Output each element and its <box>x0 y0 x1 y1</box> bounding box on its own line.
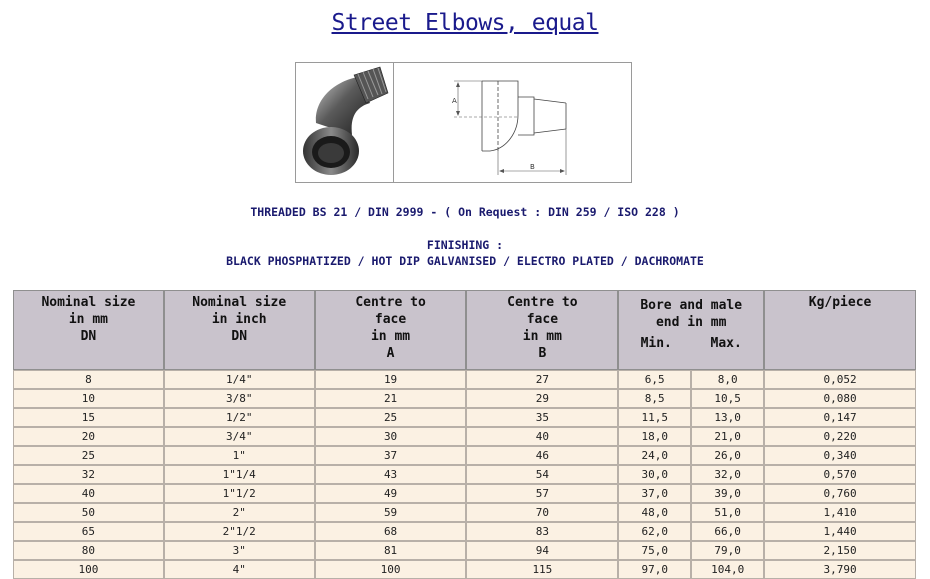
cell-centre-a: 59 <box>315 503 467 522</box>
cell-weight: 0,147 <box>764 408 916 427</box>
cell-centre-a: 43 <box>315 465 467 484</box>
street-elbow-photo <box>296 63 394 182</box>
dimension-a-label: A <box>452 97 457 105</box>
page-title: Street Elbows, equal <box>331 10 599 36</box>
table-header-row <box>13 290 916 370</box>
cell-centre-a: 81 <box>315 541 467 560</box>
cell-dn-inch: 3/4" <box>164 427 315 446</box>
technical-drawing <box>394 63 631 182</box>
table-row <box>13 370 916 389</box>
cell-weight: 2,150 <box>764 541 916 560</box>
cell-weight: 1,410 <box>764 503 916 522</box>
cell-centre-b: 57 <box>466 484 618 503</box>
table-row <box>13 465 916 484</box>
table-row <box>13 560 916 579</box>
cell-centre-b: 29 <box>466 389 618 408</box>
product-figure <box>295 62 632 183</box>
cell-bore-min: 97,0 <box>618 560 691 579</box>
cell-dn-mm: 32 <box>13 465 164 484</box>
cell-bore-max: 26,0 <box>691 446 764 465</box>
cell-bore-max: 8,0 <box>691 370 764 389</box>
cell-bore-min: 18,0 <box>618 427 691 446</box>
header-nominal-mm: Nominal size in mm DN <box>13 290 164 370</box>
cell-centre-a: 25 <box>315 408 467 427</box>
cell-centre-b: 94 <box>466 541 618 560</box>
cell-bore-min: 37,0 <box>618 484 691 503</box>
cell-weight: 3,790 <box>764 560 916 579</box>
cell-bore-min: 48,0 <box>618 503 691 522</box>
cell-bore-min: 8,5 <box>618 389 691 408</box>
cell-weight: 0,570 <box>764 465 916 484</box>
table-row <box>13 427 916 446</box>
cell-dn-mm: 100 <box>13 560 164 579</box>
cell-dn-inch: 3/8" <box>164 389 315 408</box>
table-row <box>13 484 916 503</box>
dimension-b-label: B <box>530 163 535 171</box>
cell-centre-a: 100 <box>315 560 467 579</box>
header-bore: Bore and male end in mm Min. Max. <box>618 290 764 370</box>
threaded-standard: THREADED BS 21 / DIN 2999 - ( On Request : DIN 259 / ISO 228 ) <box>250 205 680 219</box>
cell-centre-a: 37 <box>315 446 467 465</box>
table-row <box>13 503 916 522</box>
cell-centre-b: 35 <box>466 408 618 427</box>
cell-dn-mm: 15 <box>13 408 164 427</box>
cell-dn-mm: 65 <box>13 522 164 541</box>
finishing-options: BLACK PHOSPHATIZED / HOT DIP GALVANISED / ELECTRO PLATED / DACHROMATE <box>226 254 704 268</box>
cell-dn-inch: 1/4" <box>164 370 315 389</box>
cell-centre-b: 54 <box>466 465 618 484</box>
table-row <box>13 408 916 427</box>
cell-bore-max: 79,0 <box>691 541 764 560</box>
cell-dn-mm: 50 <box>13 503 164 522</box>
cell-centre-b: 40 <box>466 427 618 446</box>
cell-centre-a: 49 <box>315 484 467 503</box>
dimensions-table <box>13 290 916 579</box>
cell-bore-max: 39,0 <box>691 484 764 503</box>
cell-dn-inch: 2" <box>164 503 315 522</box>
cell-dn-inch: 3" <box>164 541 315 560</box>
cell-dn-mm: 10 <box>13 389 164 408</box>
cell-bore-min: 62,0 <box>618 522 691 541</box>
cell-dn-inch: 1"1/2 <box>164 484 315 503</box>
cell-bore-max: 13,0 <box>691 408 764 427</box>
cell-weight: 0,760 <box>764 484 916 503</box>
cell-bore-max: 21,0 <box>691 427 764 446</box>
cell-dn-mm: 80 <box>13 541 164 560</box>
cell-bore-min: 6,5 <box>618 370 691 389</box>
cell-centre-a: 68 <box>315 522 467 541</box>
cell-weight: 0,340 <box>764 446 916 465</box>
cell-bore-min: 30,0 <box>618 465 691 484</box>
header-bore-min: Min. <box>640 336 672 351</box>
header-centre-a: Centre to face in mm A <box>315 290 467 370</box>
cell-centre-b: 83 <box>466 522 618 541</box>
cell-centre-a: 21 <box>315 389 467 408</box>
cell-dn-inch: 2"1/2 <box>164 522 315 541</box>
finishing-label: FINISHING : <box>426 238 504 252</box>
header-nominal-inch: Nominal size in inch DN <box>164 290 315 370</box>
cell-centre-b: 70 <box>466 503 618 522</box>
table-row <box>13 446 916 465</box>
header-centre-b: Centre to face in mm B <box>466 290 618 370</box>
cell-weight: 0,080 <box>764 389 916 408</box>
cell-centre-b: 46 <box>466 446 618 465</box>
cell-bore-max: 32,0 <box>691 465 764 484</box>
cell-dn-mm: 25 <box>13 446 164 465</box>
cell-dn-inch: 1/2" <box>164 408 315 427</box>
cell-dn-mm: 8 <box>13 370 164 389</box>
cell-weight: 0,052 <box>764 370 916 389</box>
cell-bore-max: 104,0 <box>691 560 764 579</box>
cell-bore-max: 66,0 <box>691 522 764 541</box>
cell-dn-mm: 20 <box>13 427 164 446</box>
cell-weight: 1,440 <box>764 522 916 541</box>
cell-bore-min: 75,0 <box>618 541 691 560</box>
cell-dn-mm: 40 <box>13 484 164 503</box>
header-bore-max: Max. <box>710 336 742 351</box>
cell-dn-inch: 1" <box>164 446 315 465</box>
cell-centre-a: 19 <box>315 370 467 389</box>
header-weight: Kg/piece <box>764 290 916 370</box>
cell-dn-inch: 1"1/4 <box>164 465 315 484</box>
cell-dn-inch: 4" <box>164 560 315 579</box>
table-row <box>13 522 916 541</box>
cell-centre-a: 30 <box>315 427 467 446</box>
cell-weight: 0,220 <box>764 427 916 446</box>
cell-bore-max: 51,0 <box>691 503 764 522</box>
cell-bore-min: 11,5 <box>618 408 691 427</box>
cell-centre-b: 27 <box>466 370 618 389</box>
table-row <box>13 389 916 408</box>
cell-centre-b: 115 <box>466 560 618 579</box>
cell-bore-min: 24,0 <box>618 446 691 465</box>
cell-bore-max: 10,5 <box>691 389 764 408</box>
table-row <box>13 541 916 560</box>
